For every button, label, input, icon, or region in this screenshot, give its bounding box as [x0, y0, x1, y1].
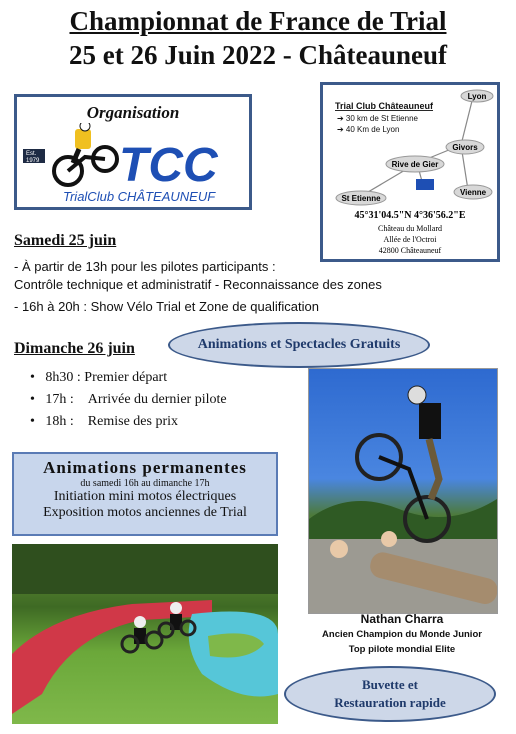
permanent-line-1: Initiation mini motos électriques: [53, 489, 237, 504]
city-lyon: Lyon: [467, 92, 487, 101]
kids-photo-art: [12, 544, 278, 724]
page-title: Championnat de France de Trial: [69, 6, 447, 36]
svg-text:Château du Mollard: Château du Mollard: [378, 224, 442, 233]
permanent-title: Animations permanentes: [43, 458, 247, 477]
sunday-heading: Dimanche 26 juin: [14, 340, 135, 357]
logo-caption: TrialClub CHÂTEAUNEUF: [63, 189, 216, 204]
saturday-line-1: - À partir de 13h pour les pilotes participants :: [14, 259, 276, 274]
sunday-item: • 17h : Arrivée du dernier pilote: [30, 392, 227, 407]
buvette-pill: [284, 666, 496, 722]
logo-rider: [75, 129, 91, 149]
city-givors: Givors: [452, 143, 478, 152]
rider-name: Nathan Charra: [360, 612, 444, 626]
saturday-line-2: Contrôle technique et administratif - Reconnaissance des zones: [14, 277, 382, 292]
rider-title-1: Ancien Champion du Monde Junior: [322, 629, 482, 640]
map-club-marker: [416, 179, 434, 190]
kids-photo: [12, 544, 278, 724]
svg-text:Allée de l'Octroi: Allée de l'Octroi: [383, 235, 437, 244]
permanent-animations-box: [12, 452, 278, 536]
city-rive-de-gier: Rive de Gier: [391, 160, 439, 169]
svg-text:➔ 40 Km de Lyon: ➔ 40 Km de Lyon: [337, 125, 400, 134]
location-map: [323, 85, 497, 259]
saturday-line-3: - 16h à 20h : Show Vélo Trial et Zone de qualification: [14, 299, 319, 314]
rider-title-2: Top pilote mondial Elite: [348, 644, 456, 655]
organisation-label: Organisation: [86, 103, 180, 122]
buvette-line-1: Buvette et: [362, 677, 418, 692]
page-subtitle: 25 et 26 Juin 2022 - Châteauneuf: [68, 40, 447, 70]
sunday-item: • 18h : Remise des prix: [30, 414, 179, 429]
animations-pill: Animations et Spectacles Gratuits: [168, 322, 430, 368]
map-coordinates: 45°31'04.5"N 4°36'56.2"E: [354, 210, 466, 221]
rider-caption: [308, 612, 496, 657]
organisation-box: [14, 94, 252, 210]
city-vienne: Vienne: [459, 188, 487, 197]
map-club-name: Trial Club Châteauneuf: [335, 101, 434, 111]
logo-letters: TCC: [119, 139, 218, 192]
svg-text:42800 Châteauneuf: 42800 Châteauneuf: [378, 246, 442, 255]
permanent-dates: du samedi 16h au dimanche 17h: [80, 478, 210, 489]
city-st-etienne: St Etienne: [341, 194, 381, 203]
map-box: [320, 82, 500, 262]
saturday-heading: Samedi 25 juin: [14, 232, 117, 249]
rider-photo-art: [309, 369, 497, 613]
svg-text:1979: 1979: [26, 158, 40, 164]
rider-photo: [308, 368, 498, 614]
buvette-line-2: Restauration rapide: [334, 695, 446, 710]
sunday-item: • 8h30 : Premier départ: [30, 370, 168, 385]
svg-text:Est.: Est.: [26, 151, 37, 157]
svg-text:➔ 30 km de St Etienne: ➔ 30 km de St Etienne: [337, 114, 418, 123]
permanent-line-2: Exposition motos anciennes de Trial: [43, 505, 247, 520]
club-logo: [23, 123, 245, 205]
